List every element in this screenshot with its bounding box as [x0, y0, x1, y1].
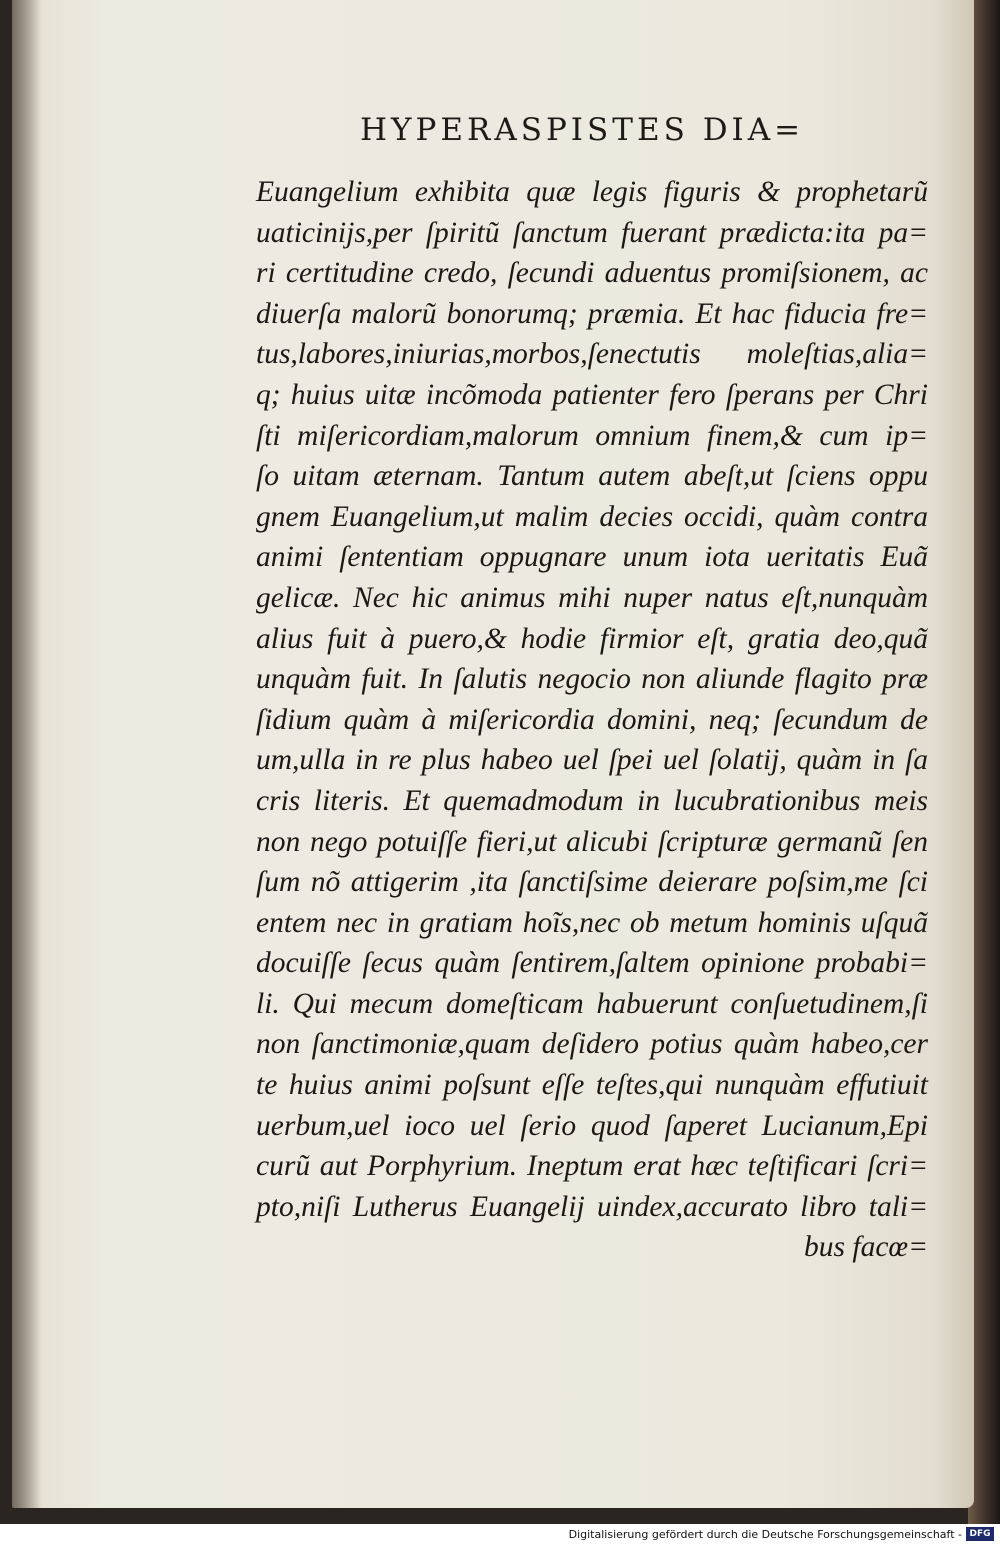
- text-line: curũ aut Porphyrium. Ineptum erat hæc teſtificari ſcri=: [256, 1150, 928, 1183]
- running-head: HYPERASPISTES DIA=: [360, 112, 805, 148]
- text-line: unquàm fuit. In ſalutis negocio non aliunde flagito præ: [256, 663, 928, 696]
- text-line: alius fuit à puero,& hodie firmior eſt, gratia deo,quã: [256, 622, 928, 655]
- text-line: uaticinijs,per ſpiritũ ſanctum fuerant prædicta:ita pa=: [256, 216, 928, 249]
- text-line: tus,labores,iniurias,morbos,ſenectutis moleſtias,alia=: [256, 338, 928, 371]
- text-line: ſti miſericordiam,malorum omnium finem,& cum ip=: [256, 419, 928, 452]
- text-line: li. Qui mecum domeſticam habuerunt conſuetudinem,ſi: [256, 987, 928, 1020]
- text-line: ri certitudine credo, ſecundi aduentus promiſsionem, ac: [256, 257, 928, 290]
- text-line: te huius animi poſsunt eſſe teſtes,qui nunquàm effutiuit: [256, 1069, 928, 1102]
- text-line: gnem Euangelium,ut malim decies occidi, quàm contra: [256, 500, 928, 533]
- text-line: uerbum,uel ioco uel ſerio quod ſaperet Lucianum,Epi: [256, 1109, 928, 1142]
- gutter-shadow: [12, 0, 42, 1508]
- text-line: diuerſa malorũ bonorumq; præmia. Et hac fiducia fre=: [256, 297, 928, 330]
- footer-bar: [0, 1524, 1000, 1544]
- text-line: ſum nõ attigerim ,ita ſanctiſsime deierare poſsim,me ſci: [256, 866, 928, 899]
- text-line: animi ſententiam oppugnare unum iota ueritatis Euã: [256, 541, 928, 574]
- text-line: non ſanctimoniæ,quam deſidero potius quàm habeo,cer: [256, 1028, 928, 1061]
- text-line: docuiſſe ſecus quàm ſentirem,ſaltem opinione probabi=: [256, 947, 928, 980]
- text-line: pto,niſi Lutherus Euangelij uindex,accurato libro tali=: [256, 1190, 928, 1223]
- text-line: q; huius uitæ incõmoda patienter fero ſperans per Chri: [256, 378, 928, 411]
- text-line: gelicæ. Nec hic animus mihi nuper natus eſt,nunquàm: [256, 581, 928, 614]
- funding-credit: Digitalisierung gefördert durch die Deutsche Forschungsgemeinschaft -: [568, 1528, 962, 1541]
- text-line: non nego potuiſſe fieri,ut alicubi ſcripturæ germanũ ſen: [256, 825, 928, 858]
- text-line: ſo uitam æternam. Tantum autem abeſt,ut ſciens oppu: [256, 460, 928, 493]
- text-line: ſidium quàm à miſericordia domini, neq; ſecundum de: [256, 703, 928, 736]
- dfg-logo: DFG: [966, 1527, 994, 1541]
- catchword-line: bus facœ=: [804, 1231, 928, 1264]
- text-line: Euangelium exhibita quæ legis figuris & prophetarũ: [256, 176, 928, 208]
- body-text: [256, 172, 928, 1292]
- text-line: entem nec in gratiam hoĩs,nec ob metum hominis uſquã: [256, 906, 928, 939]
- text-line: cris literis. Et quemadmodum in lucubrationibus meis: [256, 784, 928, 817]
- text-line: um,ulla in re plus habeo uel ſpei uel ſolatij, quàm in ſa: [256, 744, 928, 777]
